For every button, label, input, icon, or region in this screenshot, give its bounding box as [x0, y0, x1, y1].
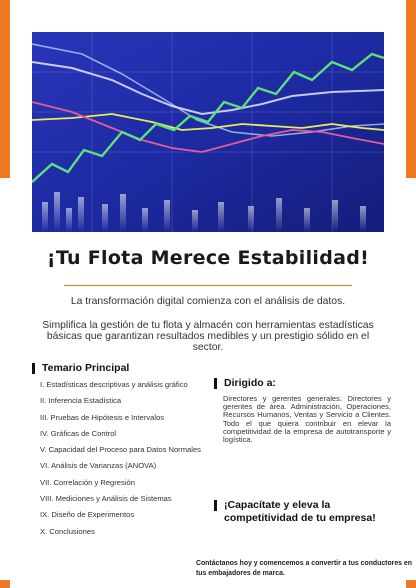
section-bar-icon	[214, 378, 217, 389]
contact-text: Contáctanos hoy y comencemos a convertir a tus conductores en tus embajadores de marca.	[196, 560, 412, 577]
capacitate-heading-label: ¡Capacítate y eleva la competitividad de tu empresa!	[224, 499, 376, 524]
temario-item: IX. Diseño de Experimentos	[40, 510, 135, 520]
temario-heading-label: Temario Principal	[42, 362, 130, 374]
summary-text: Simplifica la gestión de tu flota y almacén con herramientas estadísticas básicas que garantizan resultados medibles y un prestigio sólido en el sector.	[42, 320, 374, 354]
section-bar-icon	[214, 500, 217, 511]
temario-item: VI. Análisis de Varianzas (ANOVA)	[40, 461, 157, 471]
dirigido-heading	[214, 377, 276, 389]
temario-item: II. Inferencia Estadística	[40, 396, 122, 406]
capacitate-heading	[214, 499, 394, 525]
hero-image	[32, 32, 384, 232]
temario-item: V. Capacidad del Proceso para Datos Normales	[40, 445, 201, 455]
title-divider	[64, 285, 352, 286]
dirigido-heading-label: Dirigido a:	[224, 377, 276, 389]
temario-item: X. Conclusiones	[40, 526, 95, 536]
temario-heading	[32, 362, 129, 374]
page-title: ¡Tu Flota Merece Estabilidad!	[46, 247, 370, 269]
section-bar-icon	[32, 363, 35, 374]
temario-item: VII. Correlación y Regresión	[40, 477, 135, 487]
temario-item: I. Estadísticas descriptivas y análisis gráfico	[40, 380, 188, 389]
temario-list	[40, 380, 206, 543]
temario-item: III. Pruebas de Hipótesis e Intervalos	[40, 412, 165, 422]
temario-item: IV. Gráficas de Control	[40, 428, 117, 438]
dirigido-text: Directores y gerentes generales. Directores y gerentes de área. Administración, Operaciones, Recursos Humanos, Ventas y Servicio a Clientes. Todo el que quiera contribuir en elevar la competitividad de la empresa de autotransporte y logística.	[223, 394, 391, 445]
temario-item: VIII. Mediciones y Análisis de Sistemas	[40, 494, 172, 504]
intro-text: La transformación digital comienza con el análisis de datos.	[70, 296, 346, 307]
